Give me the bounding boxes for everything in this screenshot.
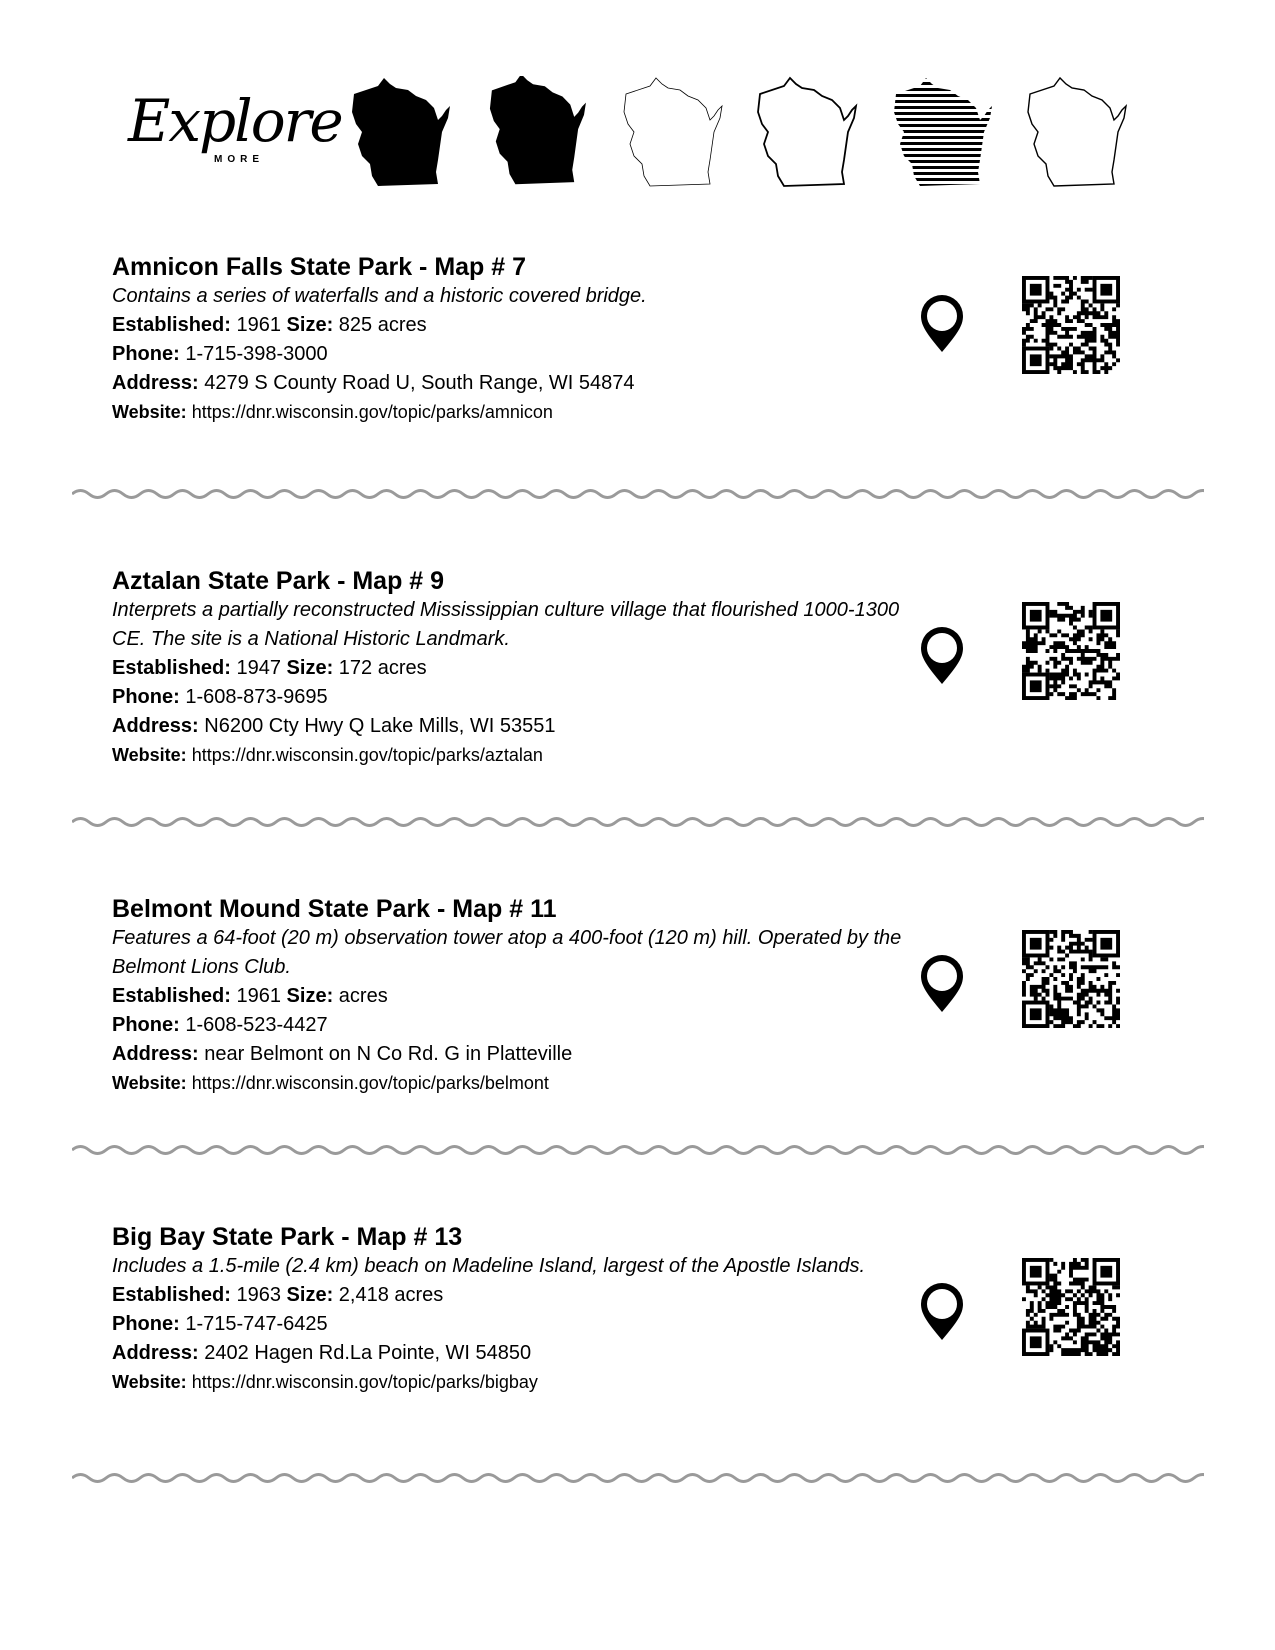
established-size-line xyxy=(112,1281,1172,1310)
wave-divider xyxy=(72,1142,1204,1158)
wisconsin-striped-icon xyxy=(890,76,1000,188)
wave-divider xyxy=(72,1470,1204,1486)
size-value: acres xyxy=(338,985,388,1007)
address-label: Address: xyxy=(112,1342,199,1364)
size-label: Size: xyxy=(286,657,334,679)
address-value: near Belmont on N Co Rd. G in Platteville xyxy=(204,1043,573,1065)
wisconsin-thin-outline-icon xyxy=(620,76,730,188)
established-label: Established: xyxy=(112,657,231,679)
park-entry-belmont xyxy=(112,894,1172,1097)
park-description: Features a 64-foot (20 m) observation tower atop a 400-foot (120 m) hill. Operated by the Belmont Lions Club. xyxy=(112,927,902,978)
website-label: Website: xyxy=(112,745,187,765)
established-size-line xyxy=(112,654,1172,683)
size-value: 2,418 acres xyxy=(338,1284,444,1306)
website-line xyxy=(112,741,1172,769)
address-line xyxy=(112,712,1172,741)
header-banner xyxy=(120,70,1180,190)
map-pin-icon[interactable] xyxy=(917,294,967,354)
established-value: 1947 xyxy=(236,657,281,679)
park-entry-amnicon xyxy=(112,252,1172,426)
phone-value[interactable]: 1-715-398-3000 xyxy=(185,343,328,365)
established-value: 1961 xyxy=(236,314,281,336)
wisconsin-solid-alt-icon xyxy=(484,76,594,188)
address-value: 2402 Hagen Rd.La Pointe, WI 54850 xyxy=(204,1342,532,1364)
explore-more-logo xyxy=(128,87,342,178)
website-link[interactable]: https://dnr.wisconsin.gov/topic/parks/bigbay xyxy=(191,1372,538,1392)
address-label: Address: xyxy=(112,715,199,737)
qr-code-icon[interactable] xyxy=(1022,930,1120,1028)
website-line xyxy=(112,1368,1172,1396)
established-size-line xyxy=(112,311,1172,340)
wave-divider xyxy=(72,814,1204,830)
qr-code-icon[interactable] xyxy=(1022,602,1120,700)
established-value: 1963 xyxy=(236,1284,281,1306)
website-label: Website: xyxy=(112,402,187,422)
park-title: Belmont Mound State Park - Map # 11 xyxy=(112,895,557,923)
logo-sub-text: MORE xyxy=(214,154,264,165)
address-line xyxy=(112,369,1172,398)
phone-label: Phone: xyxy=(112,686,180,708)
map-pin-icon[interactable] xyxy=(917,954,967,1014)
website-line xyxy=(112,1069,1172,1097)
address-label: Address: xyxy=(112,1043,199,1065)
map-pin-icon[interactable] xyxy=(917,1282,967,1342)
address-line xyxy=(112,1040,1172,1069)
park-entry-aztalan xyxy=(112,566,1172,769)
wisconsin-outline-alt-icon xyxy=(1024,76,1134,188)
website-link[interactable]: https://dnr.wisconsin.gov/topic/parks/belmont xyxy=(191,1073,549,1093)
established-label: Established: xyxy=(112,1284,231,1306)
qr-code-icon[interactable] xyxy=(1022,1258,1120,1356)
website-label: Website: xyxy=(112,1372,187,1392)
size-label: Size: xyxy=(286,985,334,1007)
park-title: Amnicon Falls State Park - Map # 7 xyxy=(112,253,527,281)
address-value: N6200 Cty Hwy Q Lake Mills, WI 53551 xyxy=(204,715,556,737)
phone-line xyxy=(112,1310,1172,1339)
size-value: 172 acres xyxy=(338,657,427,679)
wisconsin-solid-icon xyxy=(348,76,458,188)
established-value: 1961 xyxy=(236,985,281,1007)
wisconsin-outline-icon xyxy=(754,76,864,188)
established-label: Established: xyxy=(112,985,231,1007)
address-label: Address: xyxy=(112,372,199,394)
address-value: 4279 S County Road U, South Range, WI 54874 xyxy=(204,372,635,394)
wave-divider xyxy=(72,486,1204,502)
park-description: Includes a 1.5-mile (2.4 km) beach on Madeline Island, largest of the Apostle Islands. xyxy=(112,1255,865,1277)
website-link[interactable]: https://dnr.wisconsin.gov/topic/parks/aztalan xyxy=(191,745,543,765)
address-line xyxy=(112,1339,1172,1368)
size-value: 825 acres xyxy=(338,314,427,336)
phone-label: Phone: xyxy=(112,343,180,365)
park-description: Contains a series of waterfalls and a historic covered bridge. xyxy=(112,285,647,307)
phone-value[interactable]: 1-608-873-9695 xyxy=(185,686,328,708)
phone-line xyxy=(112,340,1172,369)
map-pin-icon[interactable] xyxy=(917,626,967,686)
logo-script-text: Explore xyxy=(128,87,342,155)
size-label: Size: xyxy=(286,314,334,336)
website-label: Website: xyxy=(112,1073,187,1093)
park-entry-bigbay xyxy=(112,1222,1172,1396)
park-description: Interprets a partially reconstructed Mississippian culture village that flourished 1000-1300 CE. The site is a National Historic Landmark. xyxy=(112,599,900,650)
phone-line xyxy=(112,683,1172,712)
size-label: Size: xyxy=(286,1284,334,1306)
phone-label: Phone: xyxy=(112,1014,180,1036)
established-label: Established: xyxy=(112,314,231,336)
website-line xyxy=(112,398,1172,426)
park-title: Big Bay State Park - Map # 13 xyxy=(112,1223,463,1251)
website-link[interactable]: https://dnr.wisconsin.gov/topic/parks/amnicon xyxy=(191,402,553,422)
phone-line xyxy=(112,1011,1172,1040)
phone-value[interactable]: 1-715-747-6425 xyxy=(185,1313,328,1335)
phone-label: Phone: xyxy=(112,1313,180,1335)
qr-code-icon[interactable] xyxy=(1022,276,1120,374)
established-size-line xyxy=(112,982,1172,1011)
park-title: Aztalan State Park - Map # 9 xyxy=(112,567,445,595)
phone-value[interactable]: 1-608-523-4427 xyxy=(185,1014,328,1036)
